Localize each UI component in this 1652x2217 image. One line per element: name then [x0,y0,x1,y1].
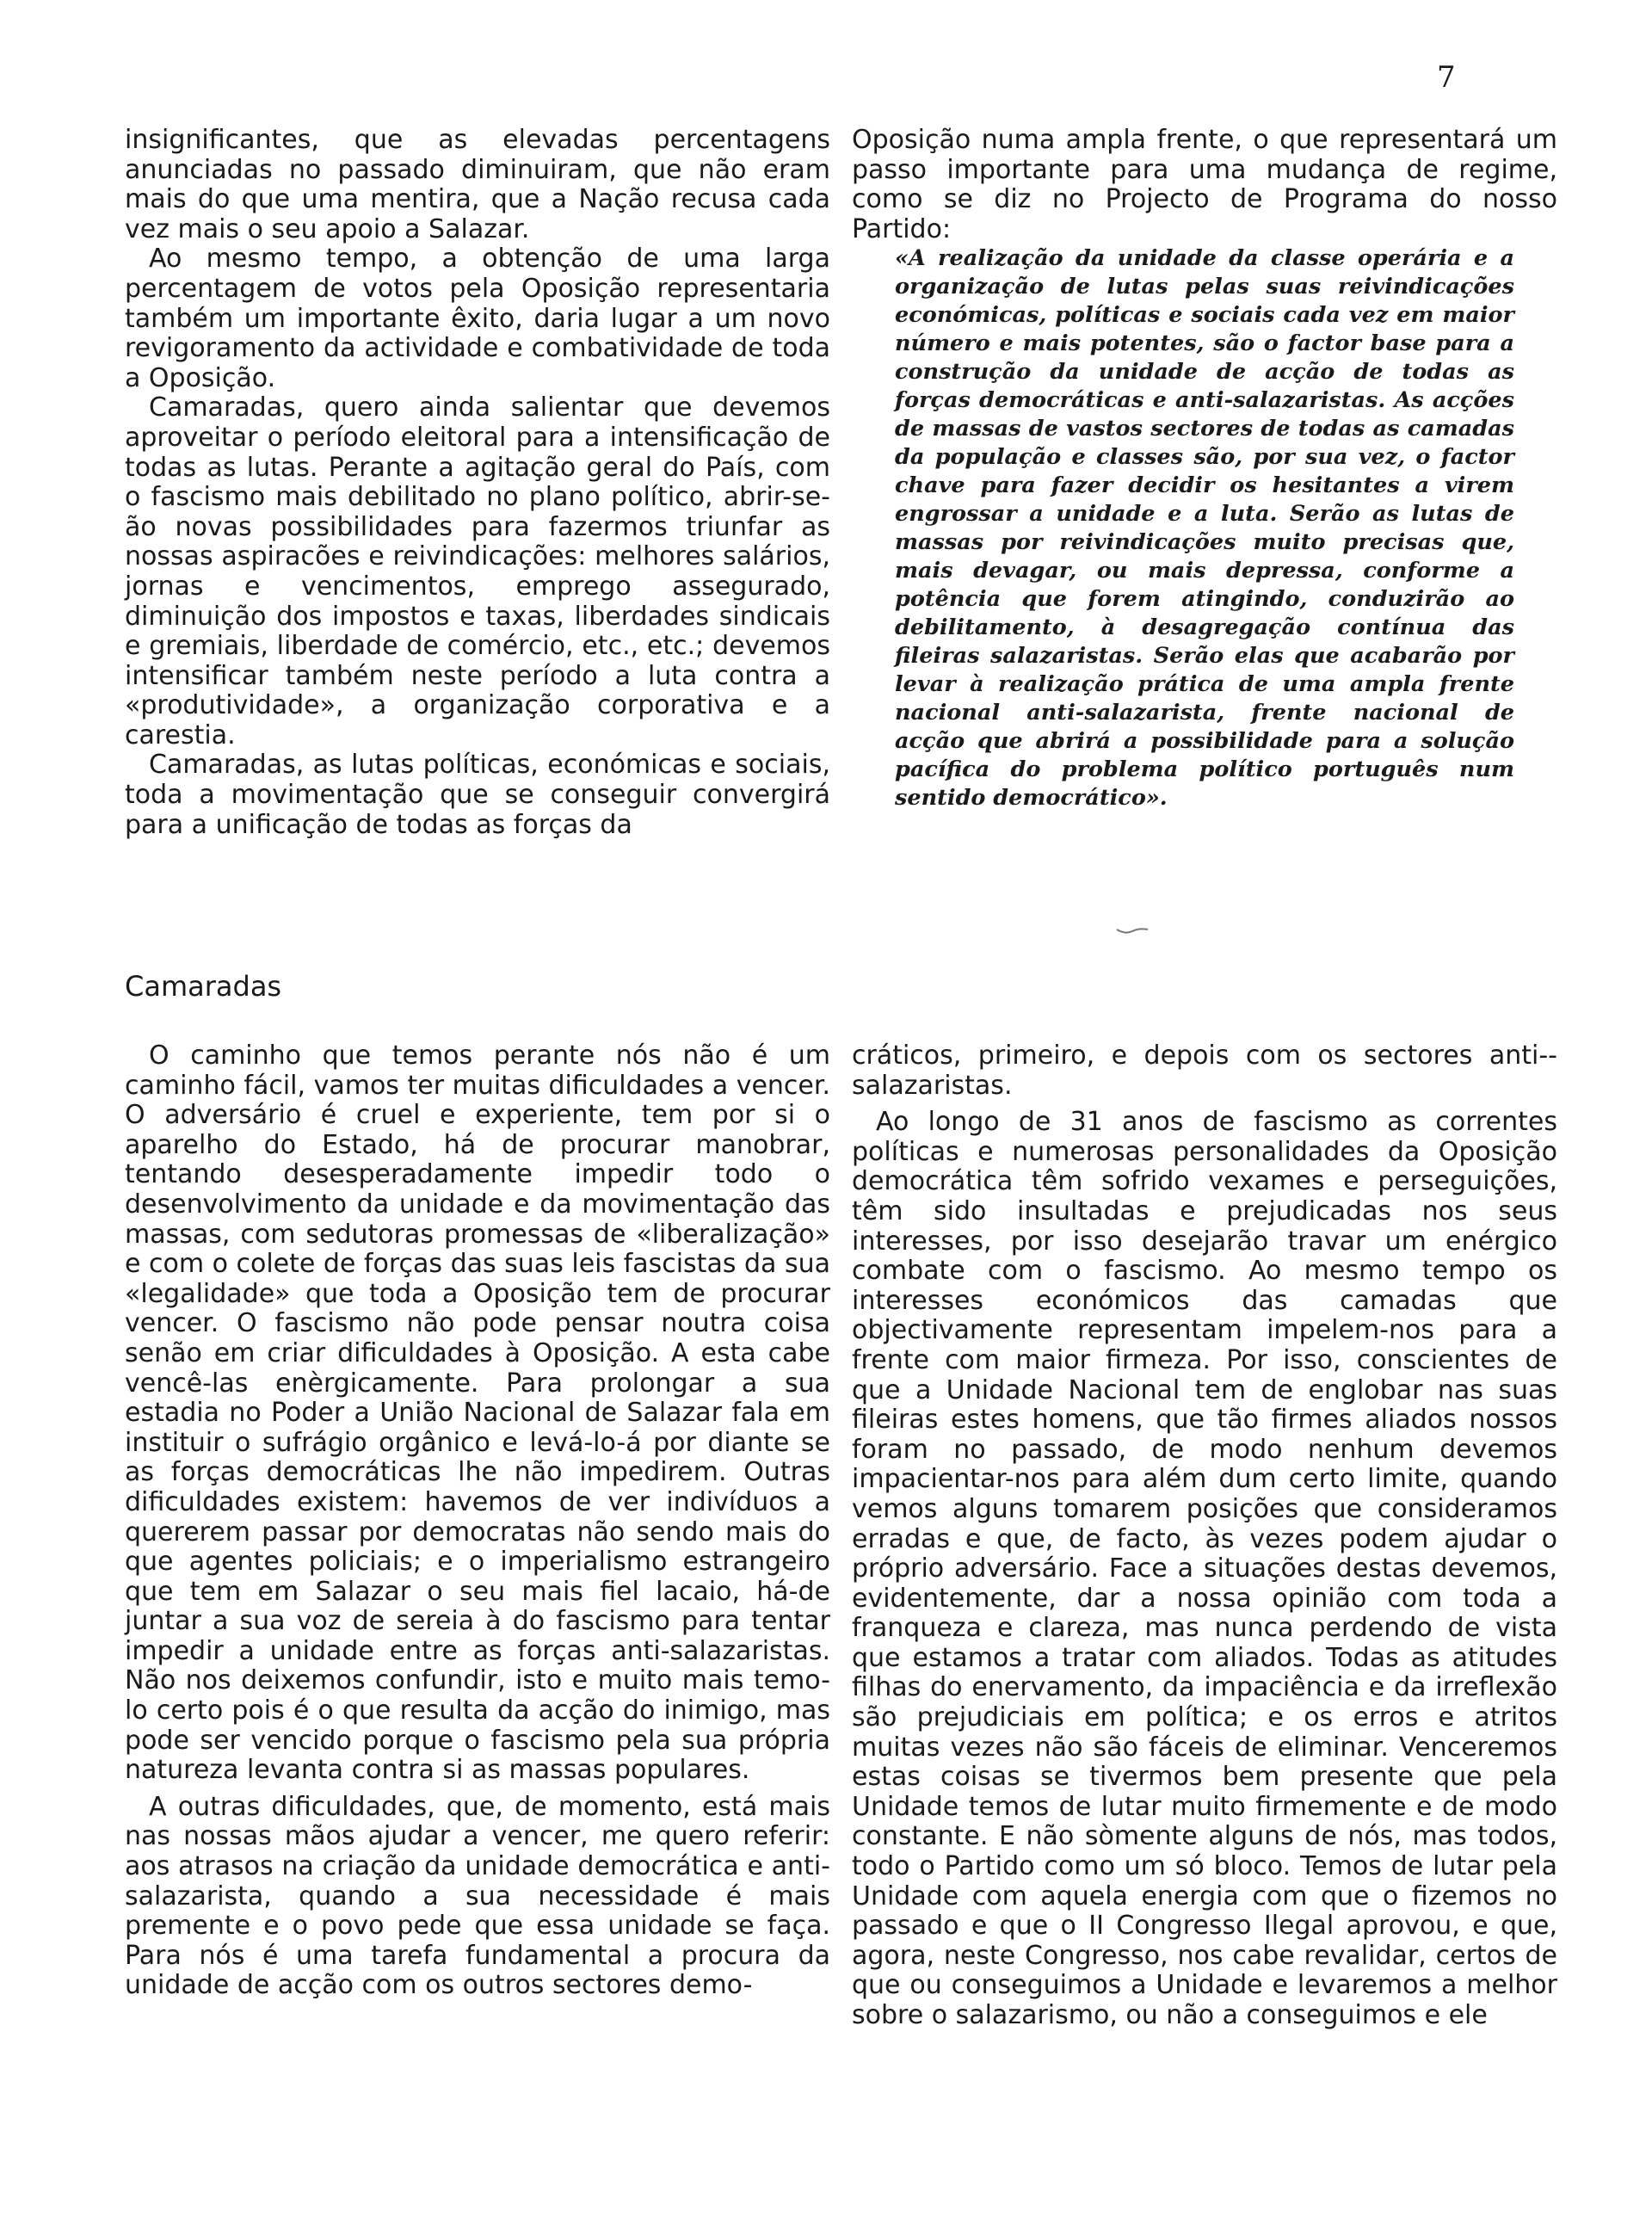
separator-mark [1115,926,1150,935]
upper-right-column [852,126,1557,812]
upper-left-column [125,126,830,840]
paragraph: O caminho que temos perante nós não é um caminho fácil, vamos ter muitas dificuldades a vencer. O adversário é cruel e experiente, tem por si o aparelho do Estado, há de procurar manobrar, tentando desesperadamente impedir todo o desenvolvimento da unidade e da movimentação das massas, com sedutoras promessas de «liberalização» e com o colete de forças das suas leis fascistas da sua «legalidade» que toda a Oposição tem de procurar vencer. O fascismo não pode pensar noutra coisa senão em criar dificuldades à Oposição. A esta cabe vencê-las enèrgicamente. Para prolongar a sua estadia no Poder a União Nacional de Salazar fala em instituir o sufrágio orgânico e levá-lo-á por diante se as forças democráticas lhe não impedirem. Outras dificuldades existem: havemos de ver indivíduos a quererem passar por democratas não sendo mais do que agentes policiais; e o imperialismo estrangeiro que tem em Salazar o seu mais fiel lacaio, há-de juntar a sua voz de sereia à do fascismo para tentar impedir a unidade entre as forças anti-salazaristas. Não nos deixemos confundir, isto e muito mais temo-lo certo pois é o que resulta da acção do inimigo, mas pode ser vencido porque o fascismo pela sua própria natureza levanta contra si as massas populares. [125,1041,830,1786]
paragraph: Camaradas, as lutas políticas, económicas e sociais, toda a movimentação que se conseguir convergirá para a unificação de todas as forças da [125,750,830,840]
paragraph: Ao longo de 31 anos de fascismo as correntes políticas e numerosas personalidades da Oposição democrática têm sofrido vexames e perseguições, têm sido insultadas e prejudicadas nos seus interesses, por isso desejarão travar um enérgico combate com o fascismo. Ao mesmo tempo os interesses económicos das camadas que objectivamente representam impelem-nos para a frente com maior firmeza. Por isso, conscientes de que a Unidade Nacional tem de englobar nas suas fileiras estes homens, que tão firmes aliados nossos foram no passado, de modo nenhum devemos impacientar-nos para além dum certo limite, quando vemos alguns tomarem posições que consideramos erradas e que, de facto, às vezes podem ajudar o próprio adversário. Face a situações destas devemos, evidentemente, dar a nossa opinião com toda a franqueza e clareza, mas nunca perdendo de vista que estamos a tratar com aliados. Todas as atitudes filhas do enervamento, da impaciência e da irreflexão são prejudiciais em política; e os erros e atritos muitas vezes não são fáceis de eliminar. Venceremos estas coisas se tivermos bem presente que pela Unidade temos de lutar muito firmemente e de modo constante. E não sòmente alguns de nós, mas todos, todo o Partido como um só bloco. Temos de lutar pela Unidade com aquela energia com que o fizemos no passado e que o II Congresso Ilegal aprovou, e que, agora, neste Congresso, nos cabe revalidar, certos de que ou conseguimos a Unidade e levaremos a melhor sobre o salazarismo, ou não a conseguimos e ele [852,1107,1557,2030]
paragraph: A outras dificuldades, que, de momento, está mais nas nossas mãos ajudar a vencer, me quero referir: aos atrasos na criação da unidade democrática e anti-salazarista, quando a sua necessidade é mais premente e o povo pede que essa unidade se faça. Para nós é uma tarefa fundamental a procura da unidade de acção com os outros sectores demo- [125,1791,830,2001]
program-quotation: «A realização da unidade da classe operária e a organização de lutas pelas suas reivindicações económicas, políticas e sociais cada vez em maior número e mais potentes, são o factor base para a construção da unidade de acção de todas as forças democráticas e anti-salazaristas. As acções de massas de vastos sectores de todas as camadas da população e classes são, por sua vez, o factor chave para fazer decidir os hesitantes a virem engrossar a unidade e a luta. Serão as lutas de massas por reivindicações muito precisas que, mais devagar, ou mais depressa, conforme a potência que forem atingindo, conduzirão ao debilitamento, à desagregação contínua das fileiras salazaristas. Serão elas que acabarão por levar à realização prática de uma ampla frente nacional anti-salazarista, frente nacional de acção que abrirá a possibilidade para a solução pacífica do problema político português num sentido democrático». [895,245,1514,812]
paragraph: Ao mesmo tempo, a obtenção de uma larga percentagem de votos pela Oposição representaria também um importante êxito, daria lugar a um novo revigoramento da actividade e combatividade de toda a Oposição. [125,244,830,393]
paragraph: cráticos, primeiro, e depois com os sectores anti--salazaristas. [852,1041,1557,1101]
paragraph: Oposição numa ampla frente, o que representará um passo importante para uma mudança de regime, como se diz no Projecto de Programa do nosso Partido: [852,125,1557,244]
lower-right-column [852,1041,1557,2031]
paragraph: insignificantes, que as elevadas percentagens anunciadas no passado diminuiram, que não eram mais do que uma mentira, que a Nação recusa cada vez mais o seu apoio a Salazar. [125,125,830,244]
section-heading: Camaradas [125,970,282,1003]
lower-left-column [125,1041,830,2001]
page-number: 7 [1437,60,1456,95]
paragraph: Camaradas, quero ainda salientar que devemos aproveitar o período eleitoral para a intensificação de todas as lutas. Perante a agitação geral do País, com o fascismo mais debilitado no plano político, abrir-se-ão novas possibilidades para fazermos triunfar as nossas aspiracões e reivindicações: melhores salários, jornas e vencimentos, emprego assegurado, diminuição dos impostos e taxas, liberdades sindicais e gremiais, liberdade de comércio, etc., etc.; devemos intensificar também neste período a luta contra a «produtividade», a organização corporativa e a carestia. [125,392,830,750]
